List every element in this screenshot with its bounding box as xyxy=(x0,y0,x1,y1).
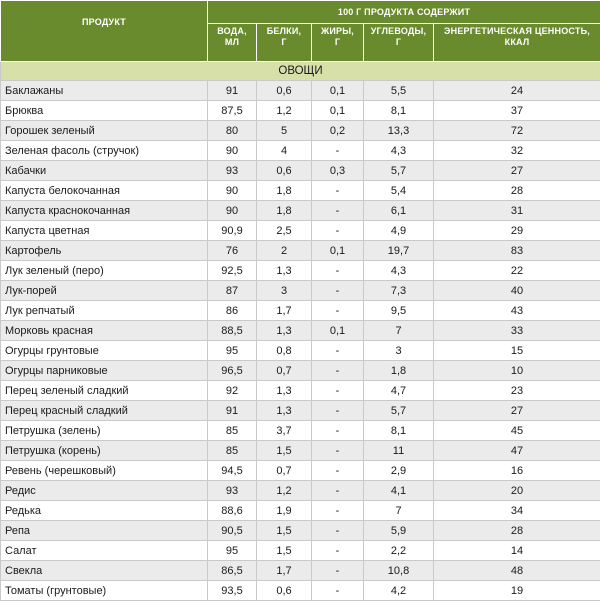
water-cell: 95 xyxy=(208,541,257,561)
table-row xyxy=(1,501,600,521)
product-name-cell: Салат xyxy=(1,541,208,561)
water-cell: 90 xyxy=(208,141,257,161)
protein-cell: 1,5 xyxy=(257,541,312,561)
water-header-line1: ВОДА, xyxy=(217,26,247,36)
energy-cell: 34 xyxy=(434,501,600,521)
energy-cell: 28 xyxy=(434,521,600,541)
energy-cell: 24 xyxy=(434,81,600,101)
product-name-cell: Петрушка (корень) xyxy=(1,441,208,461)
carbs-cell: 5,5 xyxy=(364,81,434,101)
fat-cell: 0,1 xyxy=(312,81,364,101)
table-row xyxy=(1,201,600,221)
product-name-cell: Репа xyxy=(1,521,208,541)
product-name-cell: Зеленая фасоль (стручок) xyxy=(1,141,208,161)
carbs-cell: 7 xyxy=(364,321,434,341)
product-name-cell: Капуста белокочанная xyxy=(1,181,208,201)
fat-cell: - xyxy=(312,401,364,421)
carbs-cell: 5,4 xyxy=(364,181,434,201)
energy-cell: 16 xyxy=(434,461,600,481)
fat-cell: - xyxy=(312,441,364,461)
product-name-cell: Лук зеленый (перо) xyxy=(1,261,208,281)
product-name-cell: Петрушка (зелень) xyxy=(1,421,208,441)
protein-cell: 0,6 xyxy=(257,81,312,101)
water-cell: 90 xyxy=(208,181,257,201)
table-row xyxy=(1,461,600,481)
protein-cell: 1,3 xyxy=(257,381,312,401)
energy-cell: 22 xyxy=(434,261,600,281)
product-column-header: ПРОДУКТ xyxy=(1,1,208,62)
water-cell: 90,5 xyxy=(208,521,257,541)
product-name-cell: Капуста цветная xyxy=(1,221,208,241)
section-title: ОВОЩИ xyxy=(1,62,600,81)
water-cell: 87 xyxy=(208,281,257,301)
energy-cell: 83 xyxy=(434,241,600,261)
water-cell: 94,5 xyxy=(208,461,257,481)
protein-cell: 0,6 xyxy=(257,161,312,181)
energy-header-line2: ККАЛ xyxy=(505,37,530,47)
product-name-cell: Томаты (грунтовые) xyxy=(1,581,208,601)
table-row xyxy=(1,421,600,441)
table-row xyxy=(1,541,600,561)
table-header xyxy=(1,1,600,62)
protein-cell: 1,5 xyxy=(257,521,312,541)
fat-cell: - xyxy=(312,221,364,241)
carbs-cell: 1,8 xyxy=(364,361,434,381)
carbs-cell: 8,1 xyxy=(364,101,434,121)
fat-cell: - xyxy=(312,281,364,301)
table-row xyxy=(1,101,600,121)
table-row xyxy=(1,581,600,601)
energy-cell: 27 xyxy=(434,161,600,181)
carbs-cell: 4,3 xyxy=(364,141,434,161)
fat-column-header xyxy=(312,24,364,62)
fat-cell: - xyxy=(312,561,364,581)
table-row xyxy=(1,481,600,501)
product-name-cell: Свекла xyxy=(1,561,208,581)
carbs-cell: 7 xyxy=(364,501,434,521)
energy-cell: 19 xyxy=(434,581,600,601)
fat-cell: 0,3 xyxy=(312,161,364,181)
fat-cell: - xyxy=(312,361,364,381)
energy-cell: 27 xyxy=(434,401,600,421)
protein-cell: 1,8 xyxy=(257,181,312,201)
energy-cell: 15 xyxy=(434,341,600,361)
table-row xyxy=(1,321,600,341)
table-body xyxy=(1,62,600,601)
protein-cell: 1,8 xyxy=(257,201,312,221)
fat-cell: 0,1 xyxy=(312,321,364,341)
protein-cell: 0,6 xyxy=(257,581,312,601)
fat-cell: 0,2 xyxy=(312,121,364,141)
table-row xyxy=(1,401,600,421)
water-cell: 85 xyxy=(208,421,257,441)
product-name-cell: Баклажаны xyxy=(1,81,208,101)
carbs-cell: 5,7 xyxy=(364,161,434,181)
water-cell: 93 xyxy=(208,161,257,181)
protein-cell: 0,7 xyxy=(257,361,312,381)
product-name-cell: Редька xyxy=(1,501,208,521)
product-name-cell: Лук-порей xyxy=(1,281,208,301)
fat-cell: - xyxy=(312,201,364,221)
carbs-cell: 19,7 xyxy=(364,241,434,261)
table-row xyxy=(1,381,600,401)
energy-cell: 43 xyxy=(434,301,600,321)
fat-cell: - xyxy=(312,301,364,321)
carbs-cell: 11 xyxy=(364,441,434,461)
protein-cell: 0,8 xyxy=(257,341,312,361)
carbs-cell: 13,3 xyxy=(364,121,434,141)
table-row xyxy=(1,241,600,261)
protein-header-line1: БЕЛКИ, xyxy=(267,26,301,36)
water-cell: 95 xyxy=(208,341,257,361)
fat-header-line1: ЖИРЫ, xyxy=(321,26,354,36)
water-cell: 88,6 xyxy=(208,501,257,521)
water-cell: 90,9 xyxy=(208,221,257,241)
fat-cell: - xyxy=(312,181,364,201)
fat-cell: 0,1 xyxy=(312,241,364,261)
table-row xyxy=(1,141,600,161)
table-row xyxy=(1,301,600,321)
product-name-cell: Морковь красная xyxy=(1,321,208,341)
carbs-cell: 4,9 xyxy=(364,221,434,241)
protein-cell: 4 xyxy=(257,141,312,161)
product-name-cell: Перец зеленый сладкий xyxy=(1,381,208,401)
table-row xyxy=(1,281,600,301)
fat-cell: - xyxy=(312,141,364,161)
protein-cell: 1,7 xyxy=(257,561,312,581)
energy-cell: 48 xyxy=(434,561,600,581)
energy-cell: 10 xyxy=(434,361,600,381)
table-row xyxy=(1,521,600,541)
fat-cell: 0,1 xyxy=(312,101,364,121)
water-cell: 93 xyxy=(208,481,257,501)
energy-cell: 37 xyxy=(434,101,600,121)
protein-cell: 2,5 xyxy=(257,221,312,241)
fat-cell: - xyxy=(312,581,364,601)
protein-cell: 3,7 xyxy=(257,421,312,441)
energy-cell: 47 xyxy=(434,441,600,461)
water-cell: 88,5 xyxy=(208,321,257,341)
energy-cell: 32 xyxy=(434,141,600,161)
product-name-cell: Огурцы грунтовые xyxy=(1,341,208,361)
protein-cell: 1,3 xyxy=(257,261,312,281)
protein-cell: 1,7 xyxy=(257,301,312,321)
water-cell: 92 xyxy=(208,381,257,401)
fat-cell: - xyxy=(312,521,364,541)
table-row xyxy=(1,261,600,281)
water-cell: 76 xyxy=(208,241,257,261)
water-cell: 86 xyxy=(208,301,257,321)
carbs-column-header xyxy=(364,24,434,62)
energy-cell: 29 xyxy=(434,221,600,241)
protein-cell: 1,2 xyxy=(257,101,312,121)
carbs-header-line2: Г xyxy=(396,37,401,47)
content-group-header: 100 Г ПРОДУКТА СОДЕРЖИТ xyxy=(208,1,600,24)
table-row xyxy=(1,161,600,181)
protein-cell: 1,5 xyxy=(257,441,312,461)
water-cell: 93,5 xyxy=(208,581,257,601)
carbs-cell: 4,7 xyxy=(364,381,434,401)
product-name-cell: Горошек зеленый xyxy=(1,121,208,141)
energy-column-header xyxy=(434,24,600,62)
water-header-line2: МЛ xyxy=(225,37,239,47)
water-cell: 91 xyxy=(208,81,257,101)
protein-cell: 1,3 xyxy=(257,321,312,341)
fat-cell: - xyxy=(312,381,364,401)
product-name-cell: Огурцы парниковые xyxy=(1,361,208,381)
carbs-cell: 4,1 xyxy=(364,481,434,501)
product-name-cell: Кабачки xyxy=(1,161,208,181)
product-name-cell: Лук репчатый xyxy=(1,301,208,321)
water-cell: 96,5 xyxy=(208,361,257,381)
table-row xyxy=(1,561,600,581)
carbs-cell: 4,2 xyxy=(364,581,434,601)
carbs-cell: 5,9 xyxy=(364,521,434,541)
carbs-cell: 5,7 xyxy=(364,401,434,421)
protein-cell: 1,2 xyxy=(257,481,312,501)
water-cell: 91 xyxy=(208,401,257,421)
energy-cell: 20 xyxy=(434,481,600,501)
fat-cell: - xyxy=(312,481,364,501)
table-row xyxy=(1,361,600,381)
fat-cell: - xyxy=(312,461,364,481)
water-cell: 92,5 xyxy=(208,261,257,281)
carbs-cell: 6,1 xyxy=(364,201,434,221)
carbs-cell: 2,2 xyxy=(364,541,434,561)
protein-cell: 0,7 xyxy=(257,461,312,481)
table-row xyxy=(1,341,600,361)
water-cell: 86,5 xyxy=(208,561,257,581)
product-name-cell: Брюква xyxy=(1,101,208,121)
section-row xyxy=(1,62,600,81)
protein-cell: 1,3 xyxy=(257,401,312,421)
table-row xyxy=(1,181,600,201)
fat-cell: - xyxy=(312,261,364,281)
protein-cell: 3 xyxy=(257,281,312,301)
carbs-header-line1: УГЛЕВОДЫ, xyxy=(371,26,426,36)
energy-header-line1: ЭНЕРГЕТИЧЕСКАЯ ЦЕННОСТЬ, xyxy=(444,26,590,36)
protein-cell: 1,9 xyxy=(257,501,312,521)
carbs-cell: 10,8 xyxy=(364,561,434,581)
product-name-cell: Картофель xyxy=(1,241,208,261)
water-cell: 87,5 xyxy=(208,101,257,121)
energy-cell: 45 xyxy=(434,421,600,441)
carbs-cell: 2,9 xyxy=(364,461,434,481)
water-cell: 80 xyxy=(208,121,257,141)
table-row xyxy=(1,81,600,101)
carbs-cell: 3 xyxy=(364,341,434,361)
fat-cell: - xyxy=(312,341,364,361)
carbs-cell: 8,1 xyxy=(364,421,434,441)
fat-cell: - xyxy=(312,541,364,561)
fat-header-line2: Г xyxy=(335,37,340,47)
energy-cell: 31 xyxy=(434,201,600,221)
carbs-cell: 4,3 xyxy=(364,261,434,281)
table-row xyxy=(1,121,600,141)
carbs-cell: 9,5 xyxy=(364,301,434,321)
water-cell: 85 xyxy=(208,441,257,461)
product-name-cell: Ревень (черешковый) xyxy=(1,461,208,481)
protein-cell: 2 xyxy=(257,241,312,261)
carbs-cell: 7,3 xyxy=(364,281,434,301)
energy-cell: 40 xyxy=(434,281,600,301)
energy-cell: 28 xyxy=(434,181,600,201)
table-row xyxy=(1,221,600,241)
fat-cell: - xyxy=(312,501,364,521)
protein-header-line2: Г xyxy=(281,37,286,47)
fat-cell: - xyxy=(312,421,364,441)
product-name-cell: Перец красный сладкий xyxy=(1,401,208,421)
protein-column-header xyxy=(257,24,312,62)
product-name-cell: Редис xyxy=(1,481,208,501)
energy-cell: 33 xyxy=(434,321,600,341)
energy-cell: 14 xyxy=(434,541,600,561)
water-cell: 90 xyxy=(208,201,257,221)
energy-cell: 23 xyxy=(434,381,600,401)
energy-cell: 72 xyxy=(434,121,600,141)
protein-cell: 5 xyxy=(257,121,312,141)
table-row xyxy=(1,441,600,461)
product-name-cell: Капуста краснокочанная xyxy=(1,201,208,221)
water-column-header xyxy=(208,24,257,62)
